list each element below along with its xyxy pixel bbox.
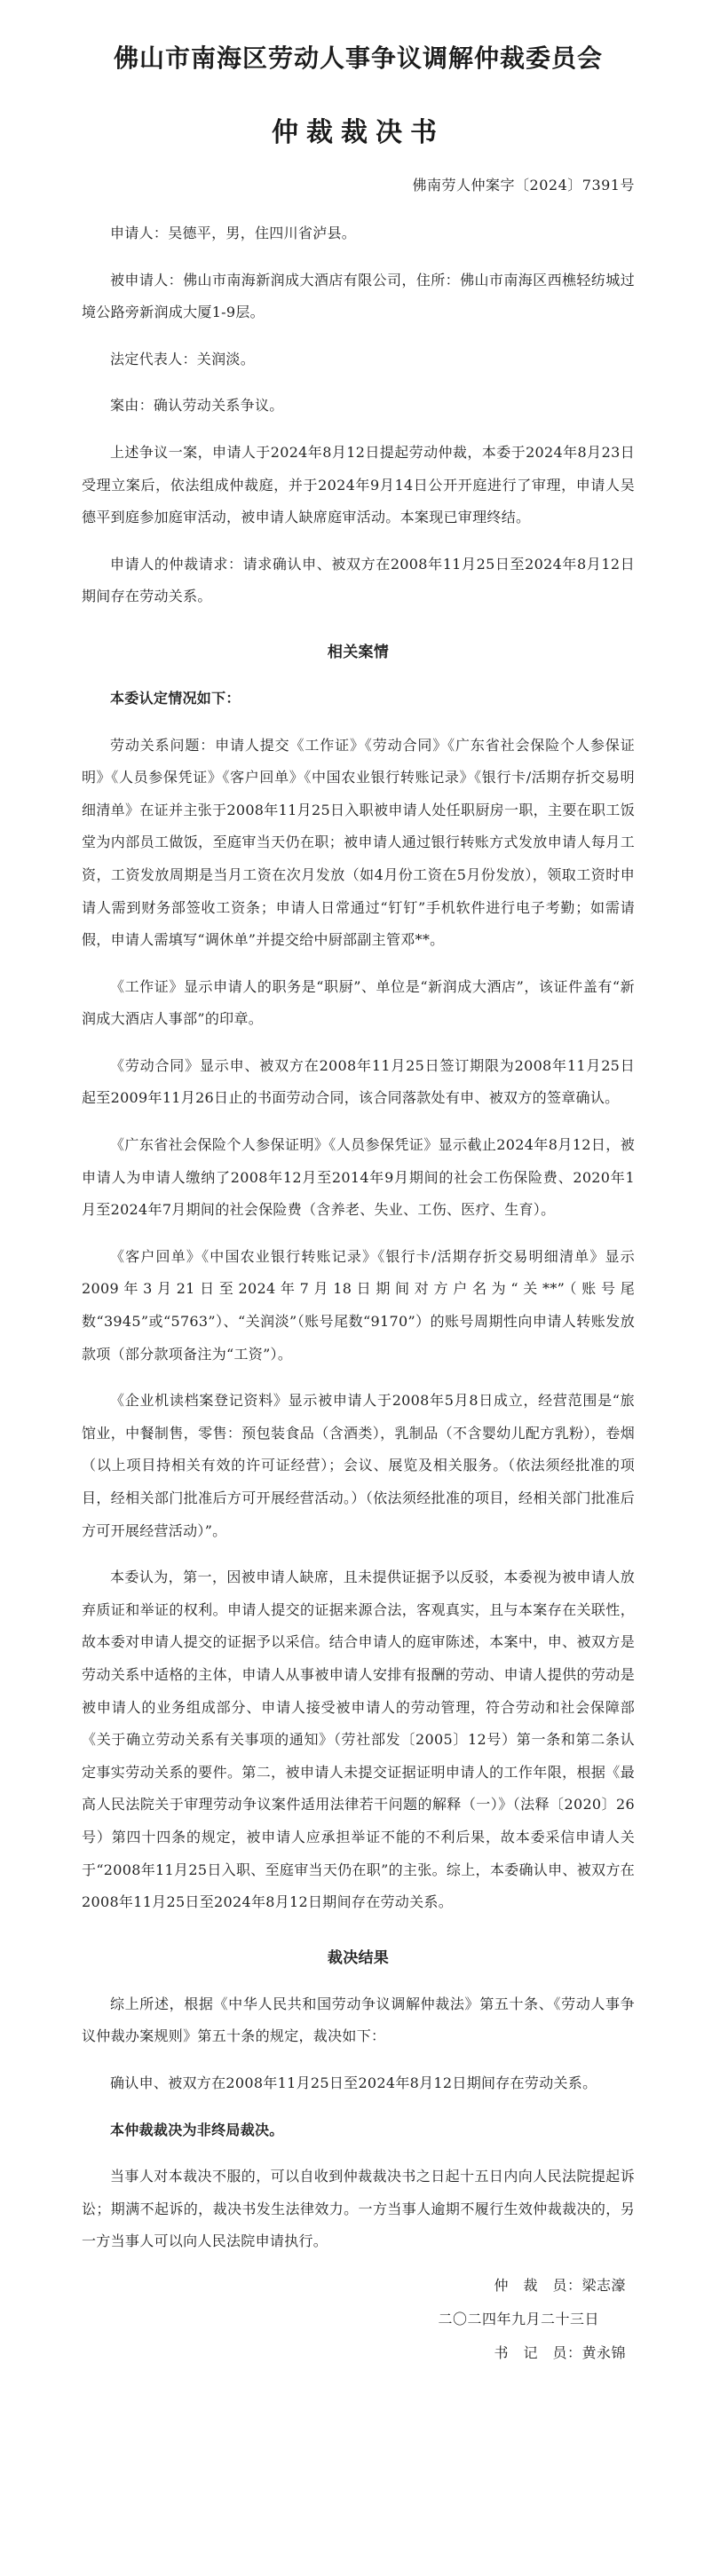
facts-section [82,636,635,1919]
facts-paragraph: 《客户回单》《中国农业银行转账记录》《银行卡/活期存折交易明细清单》显示2009年3月21日至2024年7月18日期间对方户名为“关**”（账号尾数“3945”或“5763”）、“关润淡”（账号尾数“9170”）的账号周期性向申请人转账发放款项（部分款项备注为“工资”）。 [82,1247,635,1363]
facts-paragraph: 《广东省社会保险个人参保证明》《人员参保凭证》显示截止2024年8月12日，被申请人为申请人缴纳了2008年12月至2014年9月期间的社会工伤保险费、2020年1月至2024年7月期间的社会保险费（含养老、失业、工伤、医疗、生育）。 [82,1136,635,1219]
result-basis: 综上所述，根据《中华人民共和国劳动争议调解仲裁法》第五十条、《劳动人事争议仲裁办案规则》第五十条的规定，裁决如下： [82,1995,635,2045]
result-heading: 裁决结果 [327,1948,390,1967]
facts-intro: 本委认定情况如下： [110,689,241,707]
signature-block [82,2269,635,2370]
case-cause: 案由：确认劳动关系争议。 [110,397,284,415]
facts-paragraph: 《劳动合同》显示申、被双方在2008年11月25日签订期限为2008年11月25日起至2009年11月26日止的书面劳动合同，该合同落款处有申、被双方的签章确认。 [82,1056,635,1107]
respondent-info: 被申请人：佛山市南海新润成大酒店有限公司，住所：佛山市南海区西樵轻纺城过境公路旁新润成大厦1-9层。 [82,271,635,321]
claim-paragraph: 申请人的仲裁请求：请求确认申、被双方在2008年11月25日至2024年8月12日期间存在劳动关系。 [82,555,635,605]
result-section [82,1942,635,2258]
case-number: 佛南劳人仲案字〔2024〕7391号 [412,177,635,194]
facts-paragraph: 《企业机读档案登记资料》显示被申请人于2008年5月8日成立，经营范围是“旅馆业，中餐制售，零售：预包装食品（含酒类），乳制品（不含婴幼儿配方乳粉），卷烟（以上项目持相关有效的许可证经营）；会议、展览及相关服务。（依法须经批准的项目，经相关部门批准后方可开展经营活动。）（依法须经批准的项目，经相关部门批准后方可开展经营活动）”。 [82,1392,635,1539]
clerk-signature: 书 记 员：黄永锦 [494,2343,626,2361]
document-title: 仲裁裁决书 [272,117,445,148]
parties-section [82,217,635,613]
organization-title: 佛山市南海区劳动人事争议调解仲裁委员会 [113,43,603,73]
facts-paragraph: 劳动关系问题：申请人提交《工作证》《劳动合同》《广东省社会保险个人参保证明》《人员参保凭证》《客户回单》《中国农业银行转账记录》《银行卡/活期存折交易明细清单》在证并主张于2008年11月25日入职被申请人处任职厨房一职，主要在职工饭堂为内部员工做饭，至庭审当天仍在职；被申请人通过银行转账方式发放申请人每月工资，工资发放周期是当月工资在次月发放（如4月份工资在5月份发放），领取工资时申请人需到财务部签收工资条；申请人日常通过“钉钉”手机软件进行电子考勤；如需请假，申请人需填写“调休单”并提交给中厨部副主管邓**。 [82,736,635,949]
facts-paragraph: 《工作证》显示申请人的职务是“职厨”、单位是“新润成大酒店”，该证件盖有“新润成大酒店人事部”的印章。 [82,977,635,1028]
result-finality: 本仲裁裁决为非终局裁决。 [110,2121,284,2138]
facts-heading: 相关案情 [327,643,390,661]
legal-representative: 法定代表人：关润淡。 [110,350,256,367]
facts-paragraph: 本委认为，第一，因被申请人缺席，且未提供证据予以反驳，本委视为被申请人放弃质证和举证的权利。申请人提交的证据来源合法，客观真实，且与本案存在关联性，故本委对申请人提交的证据予以采信。结合申请人的庭审陈述，本案中，申、被双方是劳动关系中适格的主体，申请人从事被申请人安排有报酬的劳动、申请人提供的劳动是被申请人的业务组成部分、申请人接受被申请人的劳动管理，符合劳动和社会保障部《关于确立劳动关系有关事项的通知》（劳社部发〔2005〕12号）第一条和第二条认定事实劳动关系的要件。第二，被申请人未提交证据证明申请人的工作年限，根据《最高人民法院关于审理劳动争议案件适用法律若干问题的解释（一）》（法释〔2020〕26号）第四十四条的规定，被申请人应承担举证不能的不利后果，故本委采信申请人关于“2008年11月25日入职、至庭审当天仍在职”的主张。综上，本委确认申、被双方在2008年11月25日至2024年8月12日期间存在劳动关系。 [82,1569,635,1911]
result-appeal: 当事人对本裁决不服的，可以自收到仲裁裁决书之日起十五日内向人民法院提起诉讼；期满不起诉的，裁决书发生法律效力。一方当事人逾期不履行生效仲裁裁决的，另一方当事人可以向人民法院申请执行。 [82,2168,635,2250]
applicant-info: 申请人：吴德平，男，住四川省泸县。 [110,225,357,241]
judgment-date: 二〇二四年九月二十三日 [438,2310,599,2327]
result-ruling: 确认申、被双方在2008年11月25日至2024年8月12日期间存在劳动关系。 [110,2074,597,2091]
procedure-paragraph: 上述争议一案，申请人于2024年8月12日提起劳动仲裁，本委于2024年8月23日受理立案后，依法组成仲裁庭，并于2024年9月14日公开开庭进行了审理，申请人吴德平到庭参加庭审活动，被申请人缺席庭审活动。本案现已审理终结。 [82,443,635,526]
arbitrator-signature: 仲 裁 员：梁志濠 [494,2276,626,2294]
